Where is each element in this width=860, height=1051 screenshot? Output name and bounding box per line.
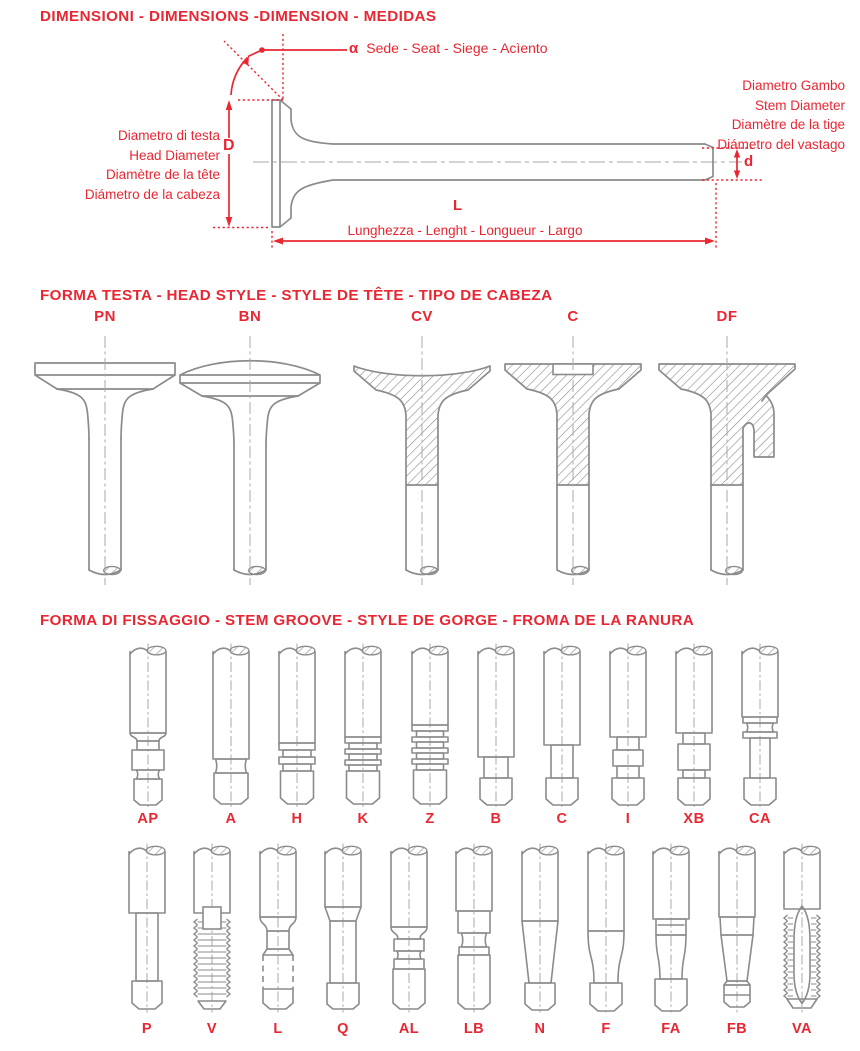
stem-groove-label-Q: Q <box>337 1021 349 1037</box>
label-line: Diamètre de la tige <box>731 117 845 132</box>
stem-groove-figure-XB <box>658 643 730 809</box>
head-diameter-symbol: D <box>223 137 235 154</box>
stem-groove-label-N: N <box>534 1021 546 1037</box>
seat-label-text: Sede - Seat - Siege - Acìento <box>366 40 548 56</box>
stem-groove-figure-CA <box>724 643 796 809</box>
stem-groove-figure-FA <box>635 843 707 1013</box>
label-line: Diamètre de la tête <box>105 167 220 182</box>
head-style-label-C: C <box>567 308 579 325</box>
stem-groove-figure-Q <box>307 843 379 1013</box>
stem-groove-label-LB: LB <box>463 1021 485 1037</box>
head-style-figure-C <box>498 333 648 591</box>
stem-groove-label-Z: Z <box>425 811 435 827</box>
seat-angle-label <box>349 40 548 57</box>
stem-groove-figure-F <box>570 843 642 1013</box>
stem-groove-figure-P <box>111 843 183 1013</box>
stem-groove-label-V: V <box>206 1021 218 1037</box>
stem-groove-figure-FB <box>701 843 773 1013</box>
stem-groove-label-XB: XB <box>683 811 705 827</box>
head-style-label-CV: CV <box>411 308 433 325</box>
length-label: Lunghezza - Lenght - Longueur - Largo <box>347 223 583 238</box>
stem-groove-figure-I <box>592 643 664 809</box>
stem-groove-figure-V <box>176 843 248 1013</box>
stem-groove-figure-N <box>504 843 576 1013</box>
stem-diameter-label <box>645 76 845 154</box>
stem-groove-label-K: K <box>357 811 369 827</box>
stem-groove-figure-H <box>261 643 333 809</box>
label-line: Head Diameter <box>129 147 220 163</box>
stem-groove-title: FORMA DI FISSAGGIO - STEM GROOVE - STYLE DE GORGE - FROMA DE LA RANURA <box>40 612 695 629</box>
stem-groove-label-AL: AL <box>398 1021 420 1037</box>
stem-groove-figure-LB <box>438 843 510 1013</box>
stem-groove-label-F: F <box>601 1021 611 1037</box>
stem-groove-label-C: C <box>556 811 568 827</box>
stem-diameter-symbol: d <box>744 153 754 170</box>
head-style-label-BN: BN <box>238 308 262 325</box>
head-diameter-label <box>20 126 220 204</box>
stem-groove-figure-AP <box>112 643 184 809</box>
stem-groove-figure-VA <box>766 843 838 1013</box>
stem-groove-figure-AL <box>373 843 445 1013</box>
head-style-label-PN: PN <box>94 308 116 325</box>
stem-groove-label-L: L <box>273 1021 283 1037</box>
stem-groove-figure-A <box>195 643 267 809</box>
stem-groove-label-FA: FA <box>661 1021 681 1037</box>
stem-groove-figure-L <box>242 843 314 1013</box>
stem-groove-label-I: I <box>625 811 631 827</box>
stem-groove-label-P: P <box>141 1021 153 1037</box>
head-style-figure-DF <box>652 333 802 591</box>
stem-groove-figure-Z <box>394 643 466 809</box>
length-symbol: L <box>453 197 463 214</box>
stem-groove-label-H: H <box>291 811 303 827</box>
label-line: Diámetro del vastago <box>717 136 845 152</box>
stem-groove-label-B: B <box>490 811 502 827</box>
dimensions-title: DIMENSIONI - DIMENSIONS -DIMENSION - MEDIDAS <box>40 8 437 25</box>
stem-groove-label-AP: AP <box>137 811 159 827</box>
head-style-figure-PN <box>30 333 180 591</box>
stem-groove-figure-C <box>526 643 598 809</box>
label-line: Stem Diameter <box>754 97 845 113</box>
stem-groove-label-CA: CA <box>749 811 771 827</box>
stem-groove-figure-B <box>460 643 532 809</box>
label-line: Diametro di testa <box>117 128 220 143</box>
stem-groove-label-A: A <box>225 811 237 827</box>
label-line: Diámetro de la cabeza <box>84 186 220 202</box>
stem-groove-figure-K <box>327 643 399 809</box>
alpha-symbol: α <box>349 40 359 57</box>
stem-groove-label-FB: FB <box>726 1021 748 1037</box>
label-line: Diametro Gambo <box>742 78 845 93</box>
head-style-figure-BN <box>175 333 325 591</box>
head-style-figure-CV <box>347 333 497 591</box>
head-style-label-DF: DF <box>716 308 738 325</box>
head-style-title: FORMA TESTA - HEAD STYLE - STYLE DE TÊTE - TIPO DE CABEZA <box>40 287 553 304</box>
stem-groove-label-VA: VA <box>791 1021 813 1037</box>
